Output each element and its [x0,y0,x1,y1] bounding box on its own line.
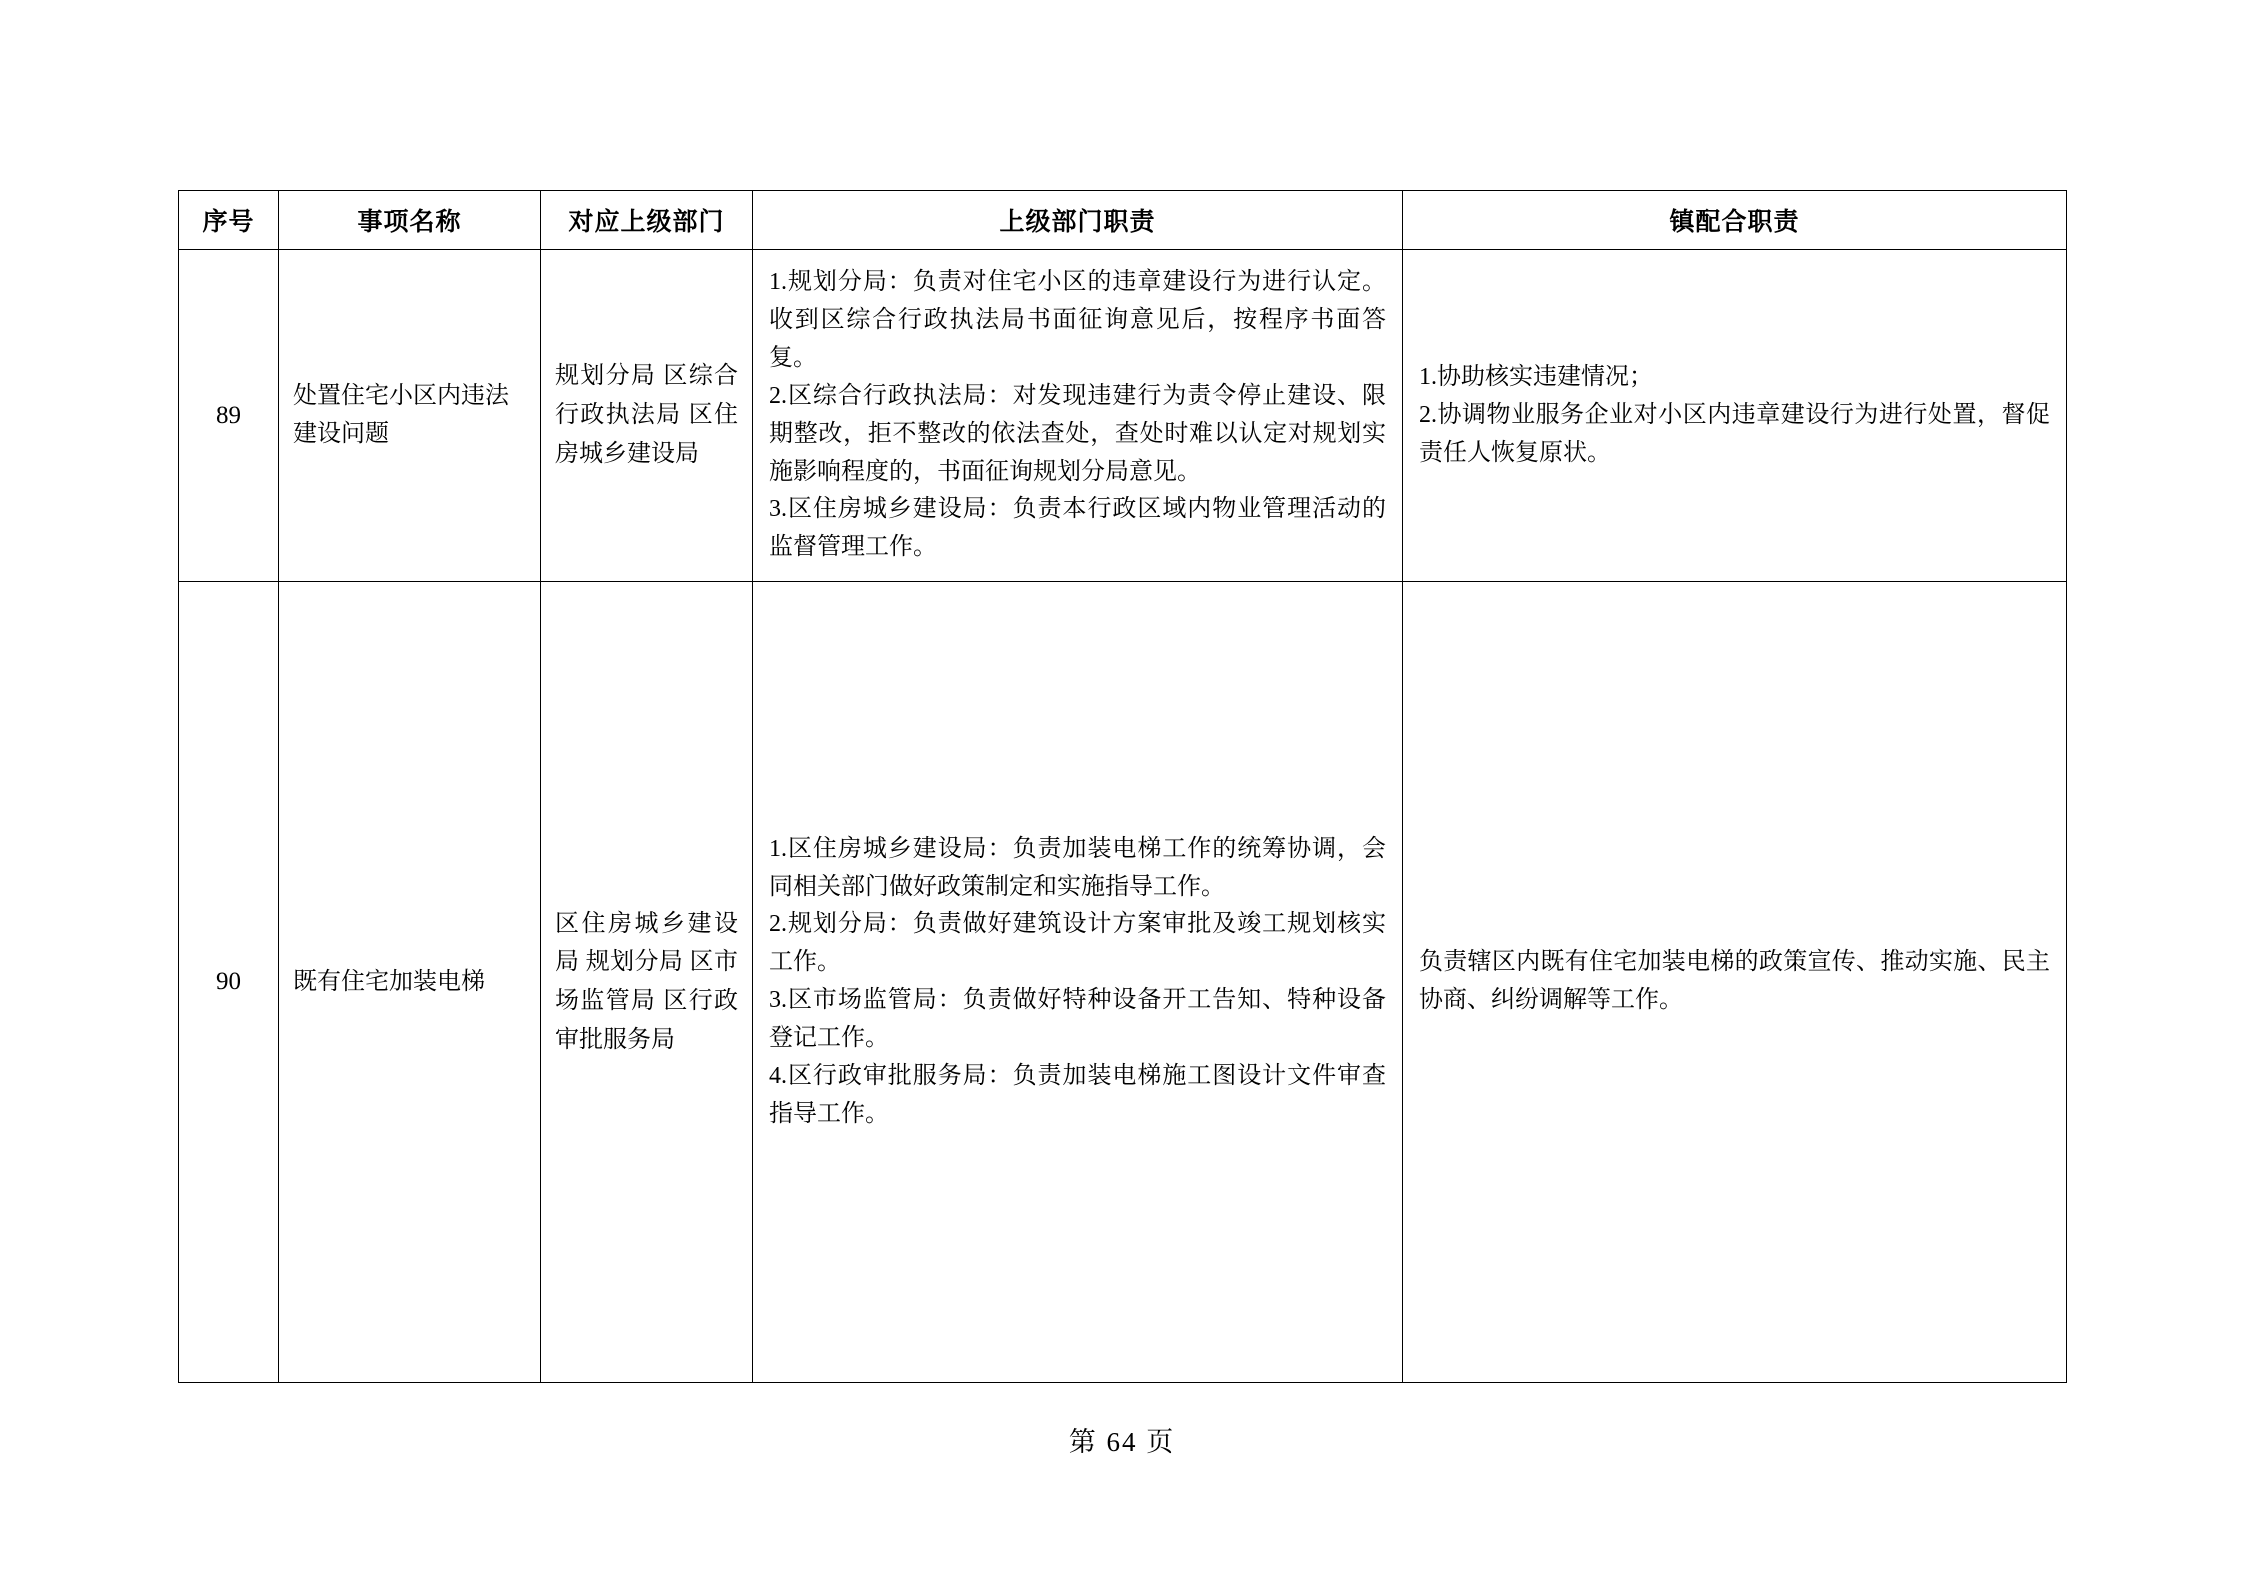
cell-seq: 90 [179,582,279,1383]
item-name-text: 既有住宅加装电梯 [293,968,485,995]
upper-duty-list [753,250,1402,581]
cell-seq: 89 [179,250,279,582]
upper-duty-item: 4.区行政审批服务局：负责加装电梯施工图设计文件审查指导工作。 [769,1063,1386,1127]
cell-town-duty [1403,582,2067,1383]
upper-duty-list [753,817,1402,1148]
upper-duty-item: 2.规划分局：负责做好建筑设计方案审批及竣工规划核实工作。 [769,911,1386,976]
cell-item-name [279,582,541,1383]
header-upper-dept: 对应上级部门 [541,191,753,250]
page-footer: 第 64 页 [1068,1427,1176,1457]
town-duty-item: 负责辖区内既有住宅加装电梯的政策宣传、推动实施、民主协商、纠纷调解等工作。 [1419,949,2050,1014]
cell-item-name [279,250,541,582]
upper-duty-item: 1.规划分局：负责对住宅小区的违章建设行为进行认定。收到区综合行政执法局书面征询意见后，按程序书面答复。 [769,269,1386,371]
town-duty-item: 2.协调物业服务企业对小区内违章建设行为进行处置，督促责任人恢复原状。 [1419,401,2050,466]
town-duty-item: 1.协助核实违建情况； [1419,363,1653,390]
table-row [179,250,2067,582]
cell-upper-dept [541,250,753,582]
header-town-duty: 镇配合职责 [1403,191,2067,250]
upper-dept-text: 规划分局 区综合行政执法局 区住房城乡建设局 [555,363,738,468]
header-seq: 序号 [179,191,279,250]
responsibility-table [178,190,2067,1383]
table-row [179,582,2067,1383]
cell-upper-duty [753,250,1403,582]
table-header [179,191,2067,250]
upper-dept-text: 区住房城乡建设局 规划分局 区市场监管局 区行政审批服务局 [555,910,738,1054]
upper-duty-item: 2.区综合行政执法局：对发现违建行为责令停止建设、限期整改，拒不整改的依法查处，查处时难以认定对规划实施影响程度的，书面征询规划分局意见。 [769,382,1386,485]
upper-duty-item: 3.区住房城乡建设局：负责本行政区域内物业管理活动的监督管理工作。 [769,496,1386,561]
town-duty-list [1403,345,2066,487]
table-header-row [179,191,2067,250]
header-upper-duty: 上级部门职责 [753,191,1403,250]
upper-duty-item: 3.区市场监管局：负责做好特种设备开工告知、特种设备登记工作。 [769,987,1386,1052]
item-name-text: 处置住宅小区内违法建设问题 [293,383,509,447]
cell-upper-duty [753,582,1403,1383]
header-item-name: 事项名称 [279,191,541,250]
table-body [179,250,2067,1383]
upper-duty-item: 1.区住房城乡建设局：负责加装电梯工作的统筹协调，会同相关部门做好政策制定和实施指导工作。 [769,835,1386,900]
cell-upper-dept [541,582,753,1383]
town-duty-list [1403,930,2066,1034]
cell-town-duty [1403,250,2067,582]
